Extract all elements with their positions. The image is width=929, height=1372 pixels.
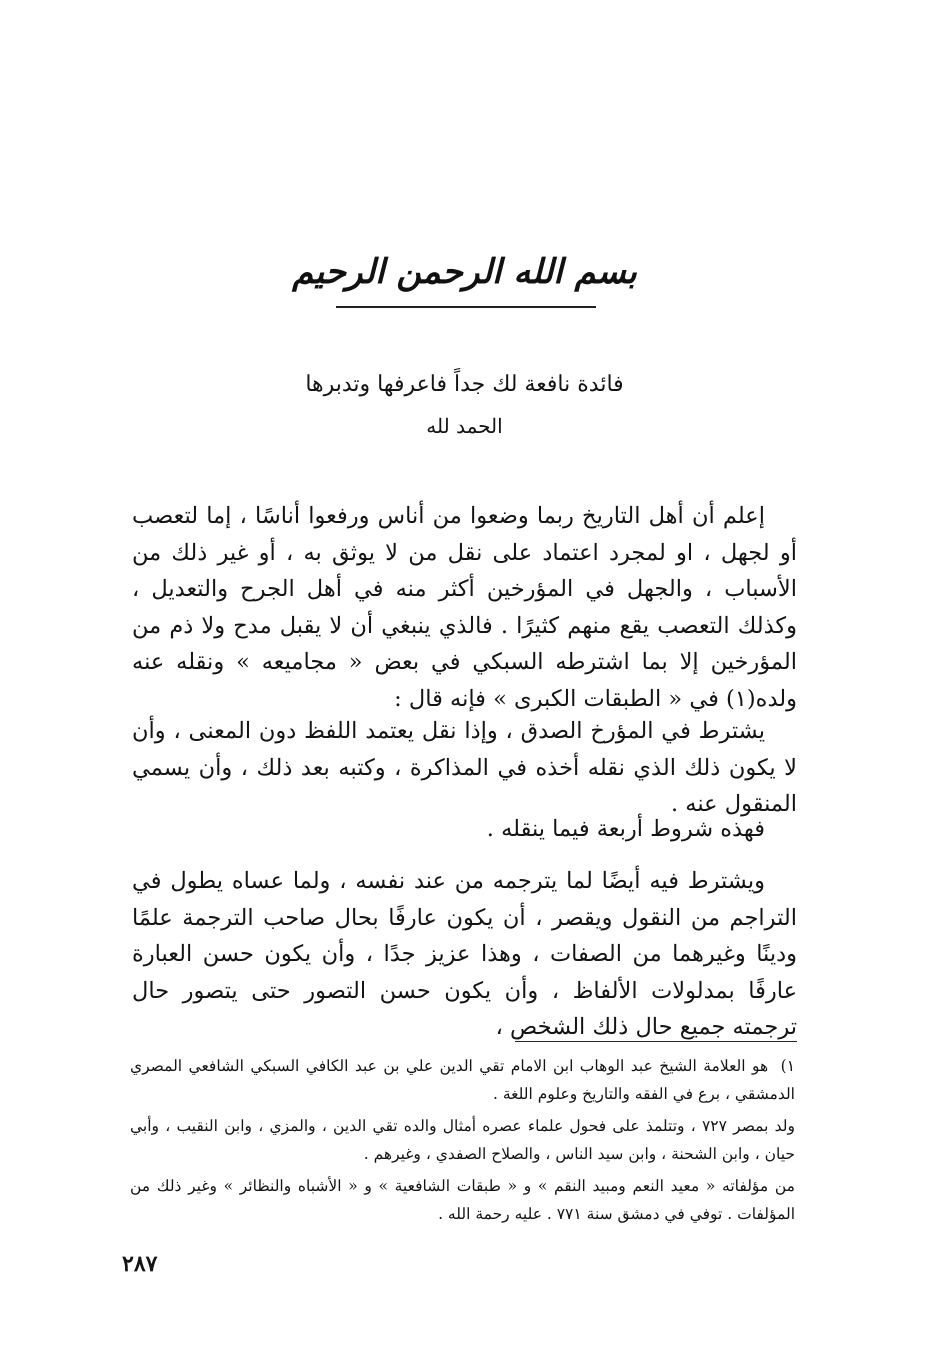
- basmala-calligraphy: بسم الله الرحمن الرحيم: [292, 252, 637, 292]
- paragraph-2: يشترط في المؤرخ الصدق ، وإذا نقل يعتمد اللفظ دون المعنى ، وأن لا يكون ذلك الذي نقله أخذه في المذاكرة ، وكتبه بعد ذلك ، وأن يسمي المنقول عنه .: [132, 718, 797, 817]
- paragraph-4: ويشترط فيه أيضًا لما يترجمه من عند نفسه ، ولما عساه يطول في التراجم من النقول ويقصر ، أن يكون عارفًا بحال صاحب الترجمة علمًا ودينًا وغيرهما من الصفات ، وهذا عزيز جدًا ، وأن يكون حسن العبارة عارفًا بمدلولات الألفاظ ، وأن يكون حسن التصور حتى يتصور حال ترجمته جميع حال ذلك الشخص ،: [132, 868, 797, 1040]
- footnote-entry: [130, 1052, 795, 1108]
- footnote-line-3: من مؤلفاته « معيد النعم ومبيد النقم » و « طبقات الشافعية » و « الأشباه والنظائر » وغير ذلك من المؤلفات . توفي في دمشق سنة ٧٧١ . عليه رحمة الله .: [130, 1177, 795, 1223]
- basmala-underline: [336, 306, 596, 308]
- footnotes: [130, 1052, 795, 1232]
- footnote-line-2: ولد بمصر ٧٢٧ ، وتتلمذ على فحول علماء عصره أمثال والده تقي الدين ، والمزي ، وابن النقيب ، وأبي حيان ، وابن الشحنة ، وابن سيد الناس ، والصلاح الصفدي ، وغيرهم .: [130, 1117, 795, 1163]
- page-number: ٢٨٧: [122, 1251, 158, 1277]
- paragraph-1: إعلم أن أهل التاريخ ربما وضعوا من أناس ورفعوا أناسًا ، إما لتعصب أو لجهل ، او لمجرد اعتماد على نقل من لا يوثق به ، أو غير ذلك من الأسباب ، والجهل في المؤرخين أكثر منه في أهل الجرح والتعديل ، وكذلك التعصب يقع منهم كثيرًا . فالذي ينبغي أن لا يقبل مدح ولا ذم من المؤرخين إلا بما اشترطه السبكي في بعض « مجاميعه » ونقله عنه ولده(١) في « الطبقات الكبرى » فإنه قال :: [132, 503, 797, 712]
- section-heading: فائدة نافعة لك جداً فاعرفها وتدبرها: [305, 372, 624, 397]
- footnote-line-1: هو العلامة الشيخ عبد الوهاب ابن الامام تقي الدين علي بن عبد الكافي السبكي الشافعي المصري الدمشقي ، برع في الفقه والتاريخ وعلوم اللغة .: [130, 1057, 795, 1103]
- section-subheading: الحمد لله: [426, 414, 503, 438]
- footnote-divider: [515, 1041, 797, 1042]
- paragraph-3: فهذه شروط أربعة فيما ينقله .: [486, 816, 765, 842]
- footnote-number: ١): [780, 1057, 796, 1075]
